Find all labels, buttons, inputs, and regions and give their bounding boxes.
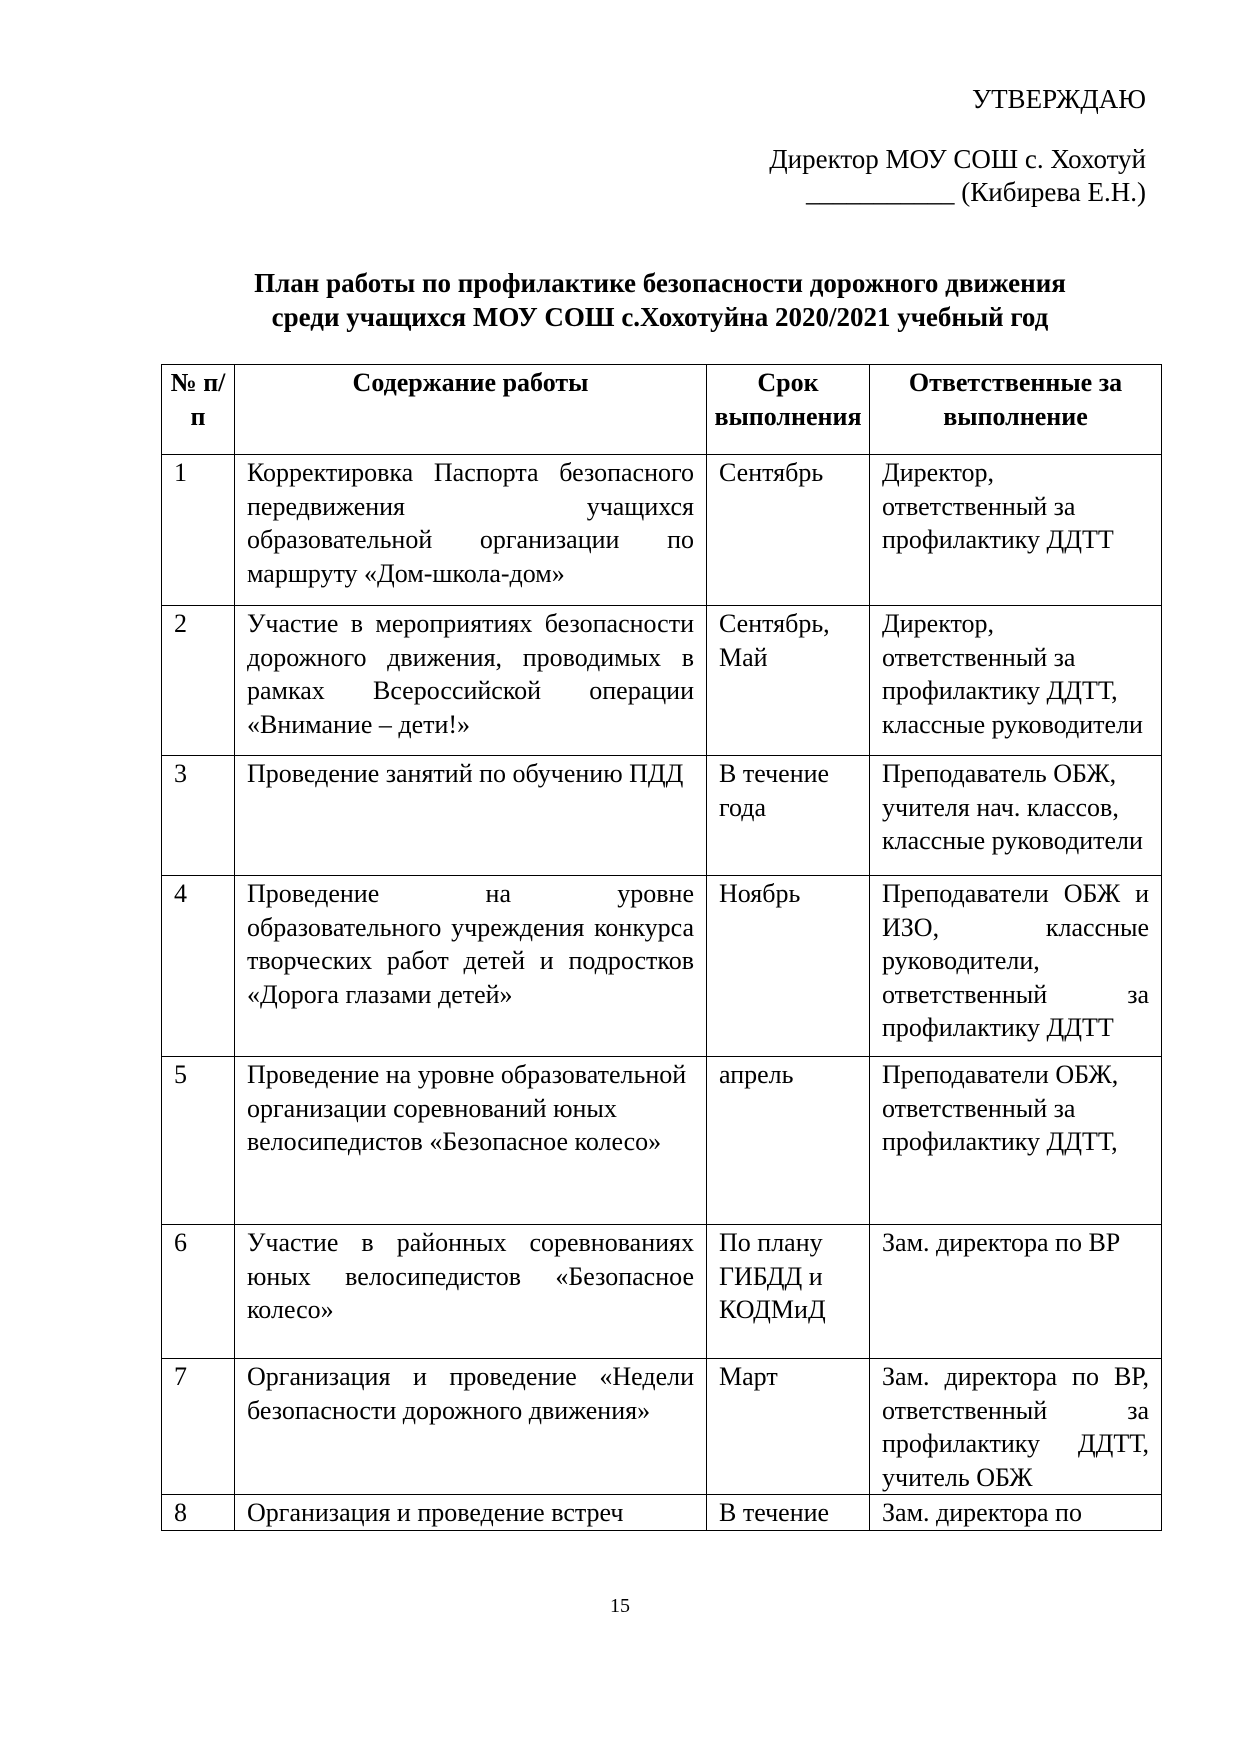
row-num: 7	[162, 1359, 235, 1495]
plan-title	[160, 266, 1160, 334]
row-content: Проведение на уровне образовательного учреждения конкурса творческих работ детей и подростков «Дорога глазами детей»	[235, 876, 707, 1057]
table-row	[162, 1359, 1162, 1495]
row-responsible: Преподаватели ОБЖ, ответственный за профилактику ДДТТ,	[870, 1057, 1162, 1225]
row-responsible: Преподаватели ОБЖ и ИЗО, классные руководители, ответственный за профилактику ДДТТ	[870, 876, 1162, 1057]
page-number: 15	[610, 1595, 630, 1617]
row-content: Организация и проведение «Недели безопасности дорожного движения»	[235, 1359, 707, 1495]
row-content: Проведение на уровне образовательной организации соревнований юных велосипедистов «Безопасное колесо»	[235, 1057, 707, 1225]
row-deadline: Март	[707, 1359, 870, 1495]
row-deadline: В течение года	[707, 756, 870, 876]
row-responsible: Зам. директора по ВР, ответственный за профилактику ДДТТ, учитель ОБЖ	[870, 1359, 1162, 1495]
row-num: 8	[162, 1495, 235, 1531]
row-content: Участие в районных соревнованиях юных велосипедистов «Безопасное колесо»	[235, 1225, 707, 1359]
table-row	[162, 756, 1162, 876]
row-deadline: По плану ГИБДД и КОДМиД	[707, 1225, 870, 1359]
row-deadline: апрель	[707, 1057, 870, 1225]
row-num: 5	[162, 1057, 235, 1225]
row-content: Корректировка Паспорта безопасного передвижения учащихся образовательной организации по маршруту «Дом-школа-дом»	[235, 455, 707, 606]
plan-title-line-2: среди учащихся МОУ СОШ с.Хохотуйна 2020/2021 учебный год	[271, 302, 1049, 332]
approval-title: УТВЕРЖДАЮ	[971, 84, 1146, 114]
approval-signature: ___________ (Кибирева Е.Н.)	[806, 177, 1146, 207]
table-header-row	[162, 365, 1162, 455]
row-content: Организация и проведение встреч	[235, 1495, 707, 1531]
row-responsible: Преподаватель ОБЖ, учителя нач. классов, классные руководители	[870, 756, 1162, 876]
table-row	[162, 1495, 1162, 1531]
table-row	[162, 1225, 1162, 1359]
row-responsible: Зам. директора по	[870, 1495, 1162, 1531]
row-responsible: Зам. директора по ВР	[870, 1225, 1162, 1359]
table-row	[162, 876, 1162, 1057]
header-content: Содержание работы	[235, 365, 707, 455]
header-responsible: Ответственные за выполнение	[870, 365, 1162, 455]
table-row	[162, 606, 1162, 756]
table-row	[162, 455, 1162, 606]
row-deadline: Сентябрь	[707, 455, 870, 606]
approval-director: Директор МОУ СОШ с. Хохотуй	[769, 144, 1146, 174]
header-num: № п/п	[162, 365, 235, 455]
row-num: 6	[162, 1225, 235, 1359]
row-num: 3	[162, 756, 235, 876]
row-content: Участие в мероприятиях безопасности дорожного движения, проводимых в рамках Всероссийской операции «Внимание – дети!»	[235, 606, 707, 756]
row-num: 2	[162, 606, 235, 756]
row-deadline: Сентябрь, Май	[707, 606, 870, 756]
row-deadline: Ноябрь	[707, 876, 870, 1057]
row-num: 4	[162, 876, 235, 1057]
row-deadline: В течение	[707, 1495, 870, 1531]
plan-table	[161, 364, 1162, 1531]
header-deadline: Срок выполнения	[707, 365, 870, 455]
row-responsible: Директор, ответственный за профилактику ДДТТ, классные руководители	[870, 606, 1162, 756]
row-responsible: Директор, ответственный за профилактику ДДТТ	[870, 455, 1162, 606]
table-row	[162, 1057, 1162, 1225]
row-num: 1	[162, 455, 235, 606]
row-content: Проведение занятий по обучению ПДД	[235, 756, 707, 876]
plan-title-line-1: План работы по профилактике безопасности дорожного движения	[254, 268, 1066, 298]
